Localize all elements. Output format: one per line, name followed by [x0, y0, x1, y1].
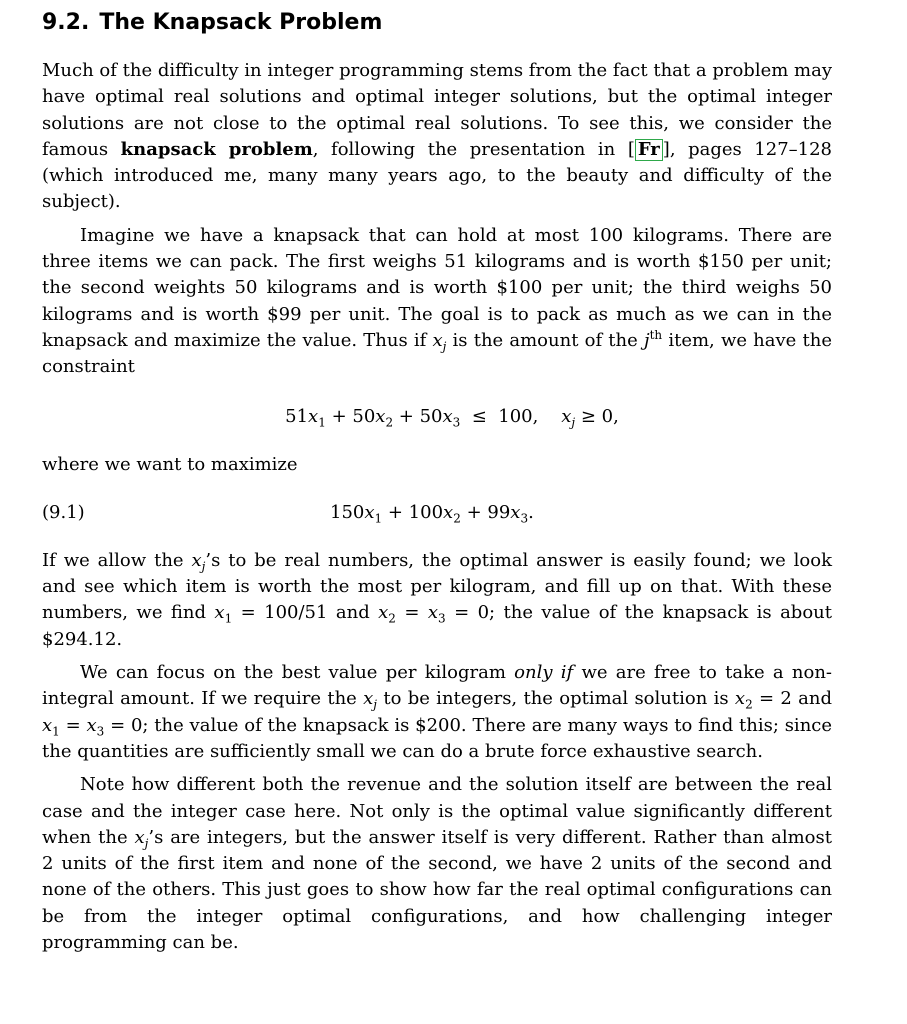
- equation-number: (9.1): [42, 501, 85, 523]
- math-inline: j: [643, 329, 650, 351]
- paragraph-setup: Imagine we have a knapsack that can hold at most 100 kilograms. There are three items we can pack. The first weighs 51 kilograms and is worth $150 per unit; the second weights 50 kilograms and is worth $100 per unit; the third weighs 50 kilograms and is worth $99 per unit. The goal is to pack as much as we can in the knapsack and maximize the value. Thus if $x_j$ is the amount of the $j^{th}$ item, we have the constraint: [42, 224, 832, 378]
- citation-link[interactable]: Fr: [635, 139, 663, 161]
- text: to be integers, the optimal solution is: [377, 688, 735, 710]
- page: [42, 8, 832, 956]
- text: ’s are integers, but the answer itself is very different. Rather than almost 2 units of the first item and none of the second, we have 2 units of the second and none of the others. This just goes to show how far the real optimal configurations can be from the integer optimal configurations, and how challenging integer programming can be.: [42, 826, 832, 954]
- text: ’s to be real numbers, the optimal answer is easily found; we look and see which item is worth the most per kilogram, and fill up on that. With these numbers, we find: [42, 549, 832, 624]
- text: If we allow the: [42, 549, 192, 571]
- term-knapsack-problem: knapsack problem: [120, 138, 313, 160]
- emphasis: only if: [514, 662, 574, 684]
- text: we are free to take a non-integral amount. If we require the: [42, 662, 832, 710]
- math-inline: $x_j$: [432, 329, 447, 354]
- paragraph-maximize: where we want to maximize: [42, 453, 298, 475]
- text: , following the presentation in: [312, 138, 628, 160]
- equation-objective: [42, 500, 832, 526]
- text: Note how different both the revenue and the solution itself are between the real case and the integer case here. Not only is the optimal value significantly different when the: [42, 774, 832, 848]
- text: and: [791, 688, 832, 710]
- equation-objective-body: $150x_1 + 100x_2 + 99x_3$.: [330, 501, 534, 526]
- section-heading: [42, 8, 832, 38]
- text: Much of the difficulty in integer programming stems from the fact that a problem may have optimal real solutions and optimal integer solutions, but the optimal integer solutions are not close to the optimal real solutions. To see this, we consider the famous: [42, 60, 832, 160]
- text: , pages 127–128 (which introduced me, many many years ago, to the beauty and difficulty of the subject).: [42, 138, 833, 213]
- paragraph-real-solution: If we allow the $x_j’s$ to be real numbers, the optimal answer is easily found; we look and see which item is worth the most per kilogram, and fill up on that. With these numbers, we find $x_1 = 100/51$ and $x_2 = x_3 = 0$; the value of the knapsack is about $294.12.: [42, 549, 832, 650]
- equation-constraint: $51x_1 + 50x_2 + 50x_3 \le 100$, $x_j \ge 0$,: [285, 405, 619, 430]
- text: We can focus on the best value per kilogram: [80, 662, 515, 684]
- paragraph-integer-solution: We can focus on the best value per kilogram only if we are free to take a non-integral amount. If we require the $x_j$ to be integers, the optimal solution is $x_2 = 2$ and $x_1 = x_3 = 0$; the value of the knapsack is $200. There are many ways to find this; since the quantities are sufficiently small we can do a brute force exhaustive search.: [42, 662, 833, 762]
- paragraph-intro: Much of the difficulty in integer programming stems from the fact that a problem may have optimal real solutions and optimal integer solutions, but the optimal integer solutions are not close to the optimal real solutions. To see this, we consider the famous knapsack problem, following the presentation in [ Fr ], pages 127–128 (which introduced me, many many years ago, to the beauty and difficulty of the subject).: [42, 60, 833, 213]
- text: is the amount of the: [446, 329, 644, 351]
- text: ; the value of the knapsack is about $294.12.: [42, 602, 832, 650]
- paragraph-comparison: Note how different both the revenue and the solution itself are between the real case and the integer case here. Not only is the optimal value significantly different when the $x_j’s$ are integers, but the answer itself is very different. Rather than almost 2 units of the first item and none of the second, we have 2 units of the second and none of the others. This just goes to show how far the real optimal configurations can be from the integer optimal configurations, and how challenging integer programming can be.: [42, 774, 832, 954]
- section-number: 9.2.: [42, 10, 90, 35]
- text: item, we have the constraint: [42, 329, 832, 378]
- text: Imagine we have a knapsack that can hold at most 100 kilograms. There are three items we can pack. The first weighs 51 kilograms and is worth $150 per unit; the second weights 50 kilograms and is worth $100 per unit; the third weighs 50 kilograms and is worth $99 per unit. The goal is to pack as much as we can in the knapsack and maximize the value. Thus if: [42, 224, 832, 351]
- text: ; the value of the knapsack is $200. There are many ways to find this; since the quantities are sufficiently small we can do a brute force exhaustive search.: [42, 714, 833, 762]
- section-title: The Knapsack Problem: [99, 10, 383, 35]
